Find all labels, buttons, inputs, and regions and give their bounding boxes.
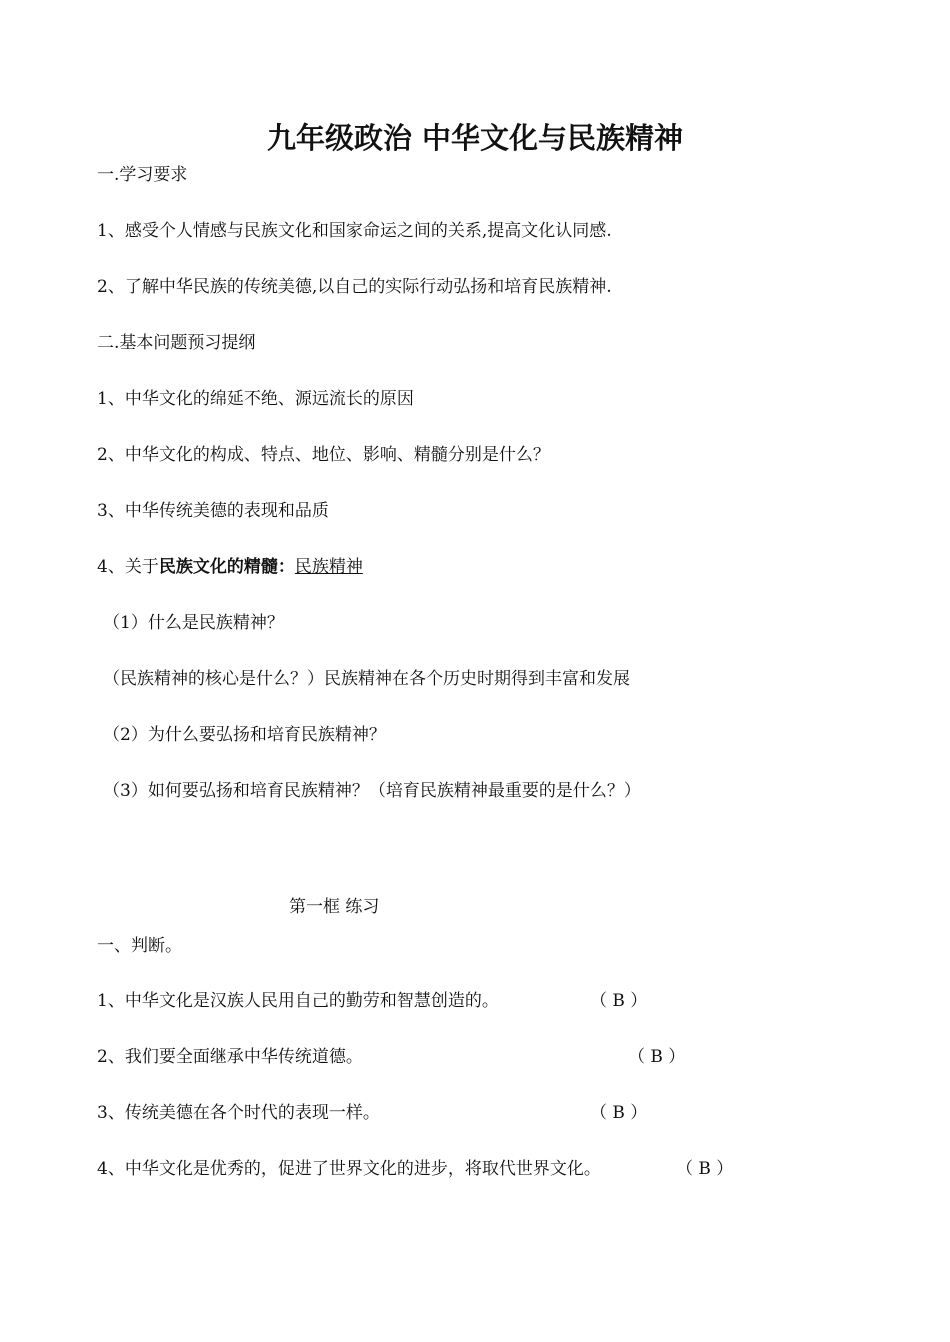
answer-2: （ B ）	[628, 1047, 686, 1067]
question-3: 3、传统美德在各个时代的表现一样。	[97, 1103, 380, 1123]
answer-3: （ B ）	[590, 1103, 648, 1123]
question-1: 1、中华文化是汉族人民用自己的勤劳和智慧创造的。	[97, 991, 499, 1011]
section2-subitem-1: （1）什么是民族精神？	[103, 613, 284, 633]
item4-bold-text: 民族文化的精髓：	[158, 557, 295, 577]
answer-1: （ B ）	[590, 991, 648, 1011]
section1-item-1: 1、感受个人情感与民族文化和国家命运之间的关系,提高文化认同感.	[97, 221, 612, 241]
judge-heading: 一、判断。	[97, 936, 182, 956]
section2-item-1: 1、中华文化的绵延不绝、源远流长的原因	[97, 389, 414, 409]
item4-prefix: 4、关于	[97, 557, 159, 577]
practice-heading: 第一框 练习	[289, 897, 380, 917]
section1-item-2: 2、了解中华民族的传统美德,以自己的实际行动弘扬和培育民族精神.	[97, 277, 612, 297]
page-title: 九年级政治 中华文化与民族精神	[266, 121, 684, 155]
section2-heading: 二.基本问题预习提纲	[97, 333, 256, 353]
section2-subitem-2: （2）为什么要弘扬和培育民族精神？	[103, 725, 386, 745]
section2-item-2: 2、中华文化的构成、特点、地位、影响、精髓分别是什么？	[97, 445, 550, 465]
section2-item-4	[97, 555, 363, 579]
question-2: 2、我们要全面继承中华传统道德。	[97, 1047, 363, 1067]
section2-subitem-3: （3）如何要弘扬和培育民族精神？（培育民族精神最重要的是什么？）	[103, 781, 641, 801]
section2-item-3: 3、中华传统美德的表现和品质	[97, 501, 329, 521]
question-4: 4、中华文化是优秀的，促进了世界文化的进步，将取代世界文化。	[97, 1159, 601, 1179]
item4-underlined-text: 民族精神	[294, 557, 363, 577]
answer-4: （ B ）	[676, 1159, 734, 1179]
section2-subitem-core: （民族精神的核心是什么？）民族精神在各个历史时期得到丰富和发展	[103, 669, 630, 689]
section1-heading: 一.学习要求	[97, 165, 188, 185]
